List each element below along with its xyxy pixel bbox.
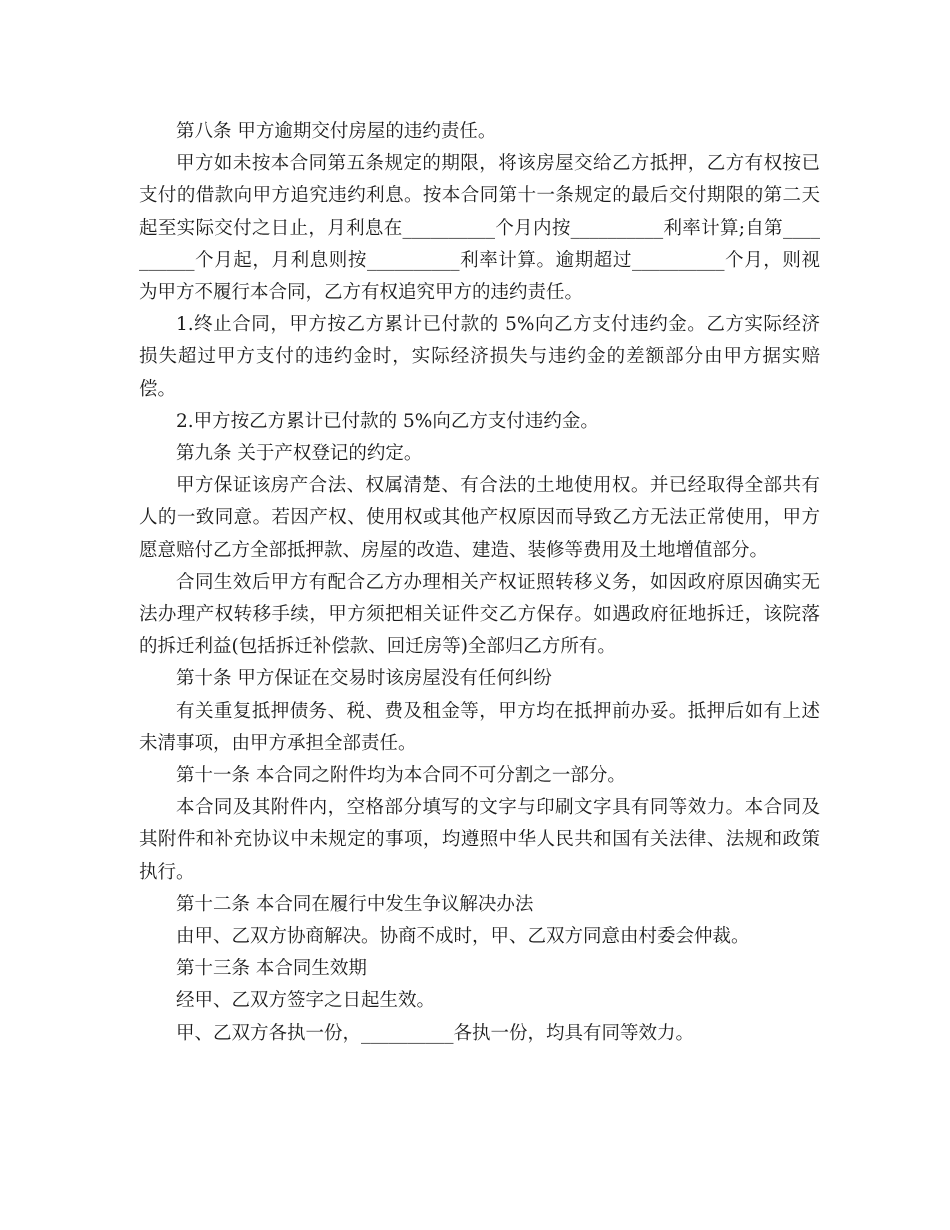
article-9-body-1: 甲方保证该房产合法、权属清楚、有合法的土地使用权。并已经取得全部共有人的一致同意。若因产权、使用权或其他产权原因而导致乙方无法正常使用，甲方愿意赔付乙方全部抵押款、房屋的改造、建造、装修等费用及土地增值部分。 [139, 475, 820, 561]
article-12-heading: 第十二条 本合同在履行中发生争议解决办法 [176, 893, 534, 915]
article-13-body: 经甲、乙双方签字之日起生效。 [176, 990, 436, 1012]
article-10-body: 有关重复抵押债务、税、费及租金等，甲方均在抵押前办妥。抵押后如有上述未清事项，由甲方承担全部责任。 [139, 700, 820, 754]
copies-clause: 甲、乙双方各执一份，__________各执一份，均具有同等效力。 [176, 1022, 695, 1044]
article-10-heading: 第十条 甲方保证在交易时该房屋没有任何纠纷 [176, 668, 552, 690]
article-13-heading: 第十三条 本合同生效期 [176, 958, 367, 980]
article-9-heading: 第九条 关于产权登记的约定。 [176, 443, 423, 465]
article-8-clause-1: 1.终止合同，甲方按乙方累计已付款的 5%向乙方支付违约金。乙方实际经济损失超过甲方支付的违约金时，实际经济损失与违约金的差额部分由甲方据实赔偿。 [139, 314, 820, 400]
article-11-body: 本合同及其附件内，空格部分填写的文字与印刷文字具有同等效力。本合同及其附件和补充协议中未规定的事项，均遵照中华人民共和国有关法律、法规和政策执行。 [139, 797, 820, 883]
article-8-heading: 第八条 甲方逾期交付房屋的违约责任。 [176, 121, 497, 142]
contract-page [139, 116, 820, 1050]
article-12-body: 由甲、乙双方协商解决。协商不成时，甲、乙双方同意由村委会仲裁。 [176, 926, 750, 948]
article-8-clause-2: 2.甲方按乙方累计已付款的 5%向乙方支付违约金。 [176, 410, 599, 432]
article-11-heading: 第十一条 本合同之附件均为本合同不可分割之一部分。 [176, 765, 626, 787]
article-9-body-2: 合同生效后甲方有配合乙方办理相关产权证照转移义务，如因政府原因确实无法办理产权转移手续，甲方须把相关证件交乙方保存。如遇政府征地拆迁，该院落的拆迁利益(包括拆迁补偿款、回迁房等)全部归乙方所有。 [139, 571, 820, 658]
article-8-body: 甲方如未按本合同第五条规定的期限，将该房屋交给乙方抵押，乙方有权按已支付的借款向甲方追究违约利息。按本合同第十一条规定的最后交付期限的第二天起至实际交付之日止，月利息在__________个月内按__________利率计算;自第__________个月起，月利息则按__________利率计算。逾期超过__________个月，则视为甲方不履行本合同，乙方有权追究甲方的违约责任。 [139, 153, 820, 304]
